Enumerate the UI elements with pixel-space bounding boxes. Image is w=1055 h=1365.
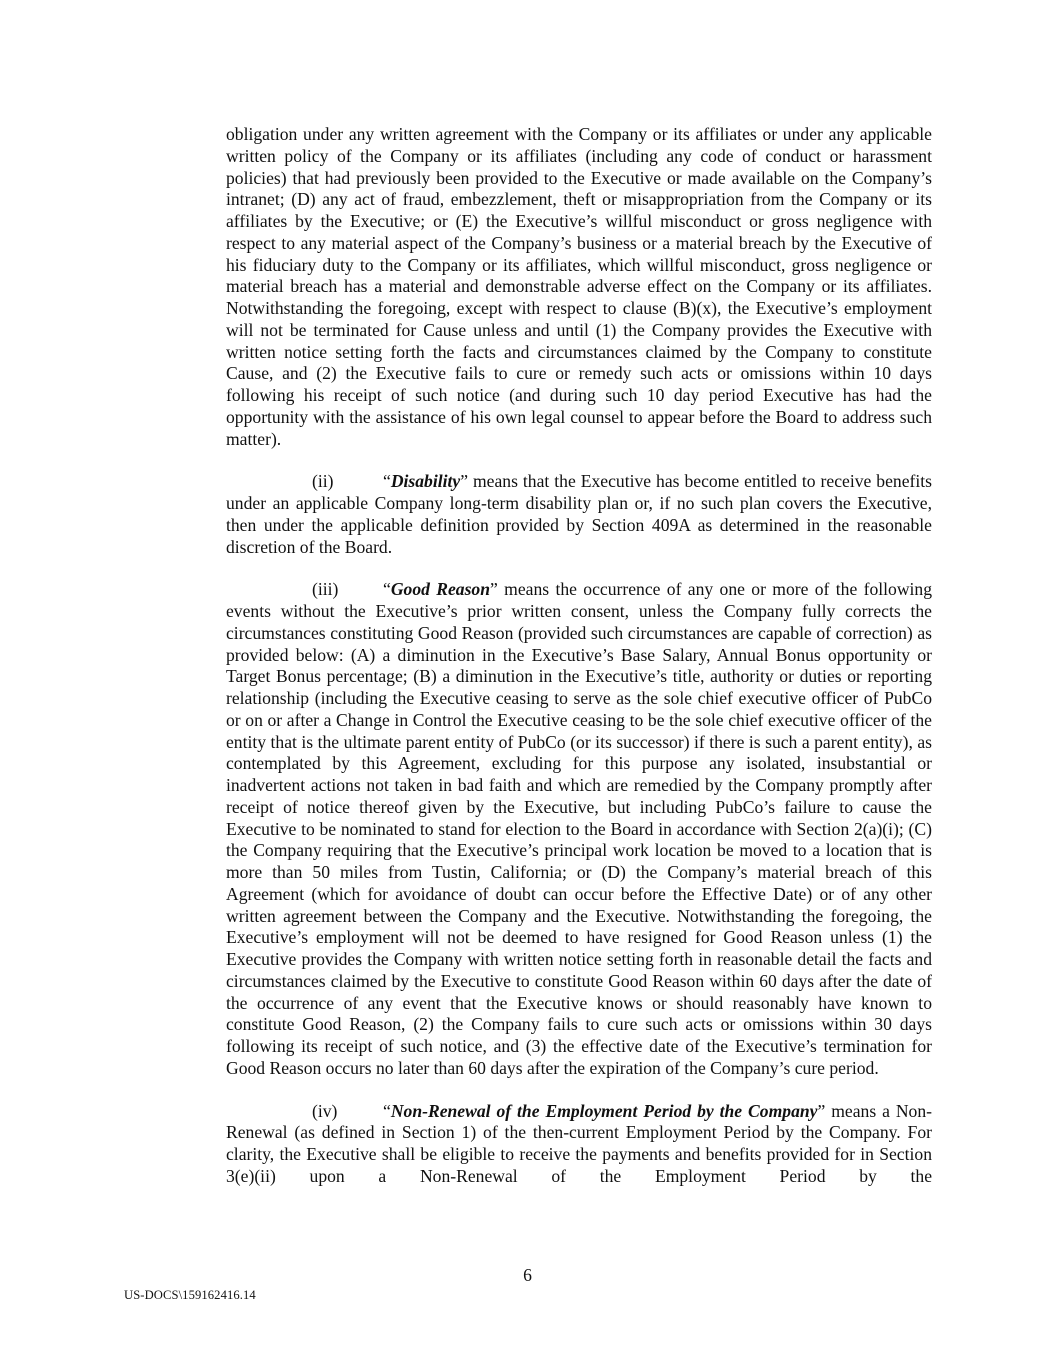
defined-term-good-reason: Good Reason (390, 579, 491, 600)
definition-text: ” means that the Executive has become entitled to receive benefits under an applicable Company long-term disability plan or, if no such plan covers the Executive, then under the applicable definition provided by Section 409A as determined in the reasonable discretion of the Board. (226, 471, 932, 557)
clause-number: (iii) (312, 579, 339, 600)
open-quote: “ (383, 579, 391, 600)
open-quote: “ (383, 1100, 391, 1121)
paragraph-cause-continued: obligation under any written agreement with the Company or its affiliates or under any applicable written policy of the Company or its affiliates (including any code of conduct or harassment policies) that had previously been provided to the Executive or made available on the Company’s intranet; (D) any act of fraud, embezzlement, theft or misappropriation from the Company or its affiliates by the Executive; or (E) the Executive’s willful misconduct or gross negligence with respect to any material aspect of the Company’s business or a material breach by the Executive of his fiduciary duty to the Company or its affiliates, which willful misconduct, gross negligence or material breach has a material and demonstrable adverse effect on the Company or its affiliates. Notwithstanding the foregoing, except with respect to clause (B)(x), the Executive’s employment will not be terminated for Cause unless and until (1) the Company provides the Executive with written notice setting forth the facts and circumstances claimed by the Company to constitute Cause, and (2) the Executive fails to cure or remedy such acts or omissions within 10 days following his receipt of such notice (and during such 10 day period Executive has had the opportunity with the assistance of his own legal counsel to appear before the Board to address such matter). (226, 124, 932, 449)
defined-term-disability: Disability (390, 471, 461, 492)
paragraph-good-reason (226, 579, 932, 1079)
paragraph-non-renewal (226, 1101, 932, 1188)
open-quote: “ (383, 471, 391, 492)
paragraph-disability (226, 471, 932, 558)
defined-term-non-renewal: Non-Renewal of the Employment Period by the Company (390, 1100, 818, 1121)
document-id-footer: US-DOCS\159162416.14 (124, 1288, 256, 1302)
definition-text: ” means the occurrence of any one or more of the following events without the Executive’s prior written consent, unless the Company fully corrects the circumstances constituting Good Reason (provided such circumstances are capable of correction) as provided below: (A) a diminution in the Executive’s Base Salary, Annual Bonus opportunity or Target Bonus percentage; (B) a diminution in the Executive’s title, authority or duties or reporting relationship (including the Executive ceasing to serve as the sole chief executive officer of PubCo or on or after a Change in Control the Executive ceasing to be the sole chief executive officer of the entity that is the ultimate parent entity of PubCo (or its successor) if there is such a parent entity), as contemplated by this Agreement, excluding for this purpose any isolated, insubstantial or inadvertent actions not taken in bad faith and which are remedied by the Company promptly after receipt of notice thereof given by the Executive, but including PubCo’s failure to cause the Executive to be nominated to stand for election to the Board in accordance with Section 2(a)(i); (C) the Company requiring that the Executive’s principal work location be moved to a location that is more than 50 miles from Tustin, California; or (D) the Company’s material breach of this Agreement (which for avoidance of doubt can occur before the Effective Date) or of any other written agreement between the Company and the Executive. Notwithstanding the foregoing, the Executive’s employment will not be deemed to have resigned for Good Reason unless (1) the Executive provides the Company with written notice setting forth in reasonable detail the facts and circumstances claimed by the Executive to constitute Good Reason within 60 days after the date of the occurrence of any event that the Executive knows or should reasonably have known to constitute Good Reason, (2) the Company fails to cure such acts or omissions within 30 days following its receipt of such notice, and (3) the effective date of the Executive’s termination for Good Reason occurs no later than 60 days after the expiration of the Company’s cure period. (226, 579, 933, 1078)
clause-number: (iv) (312, 1100, 338, 1121)
document-body (226, 124, 932, 1209)
definition-text: ” means a Non-Renewal (as defined in Section 1) of the then-current Employment Period by the Company. For clarity, the Executive shall be eligible to receive the payments and benefits provided for in Section 3(e)(ii) upon a Non-Renewal of the Employment Period by the (226, 1100, 932, 1186)
page-number: 6 (523, 1265, 532, 1285)
clause-number: (ii) (312, 471, 334, 492)
